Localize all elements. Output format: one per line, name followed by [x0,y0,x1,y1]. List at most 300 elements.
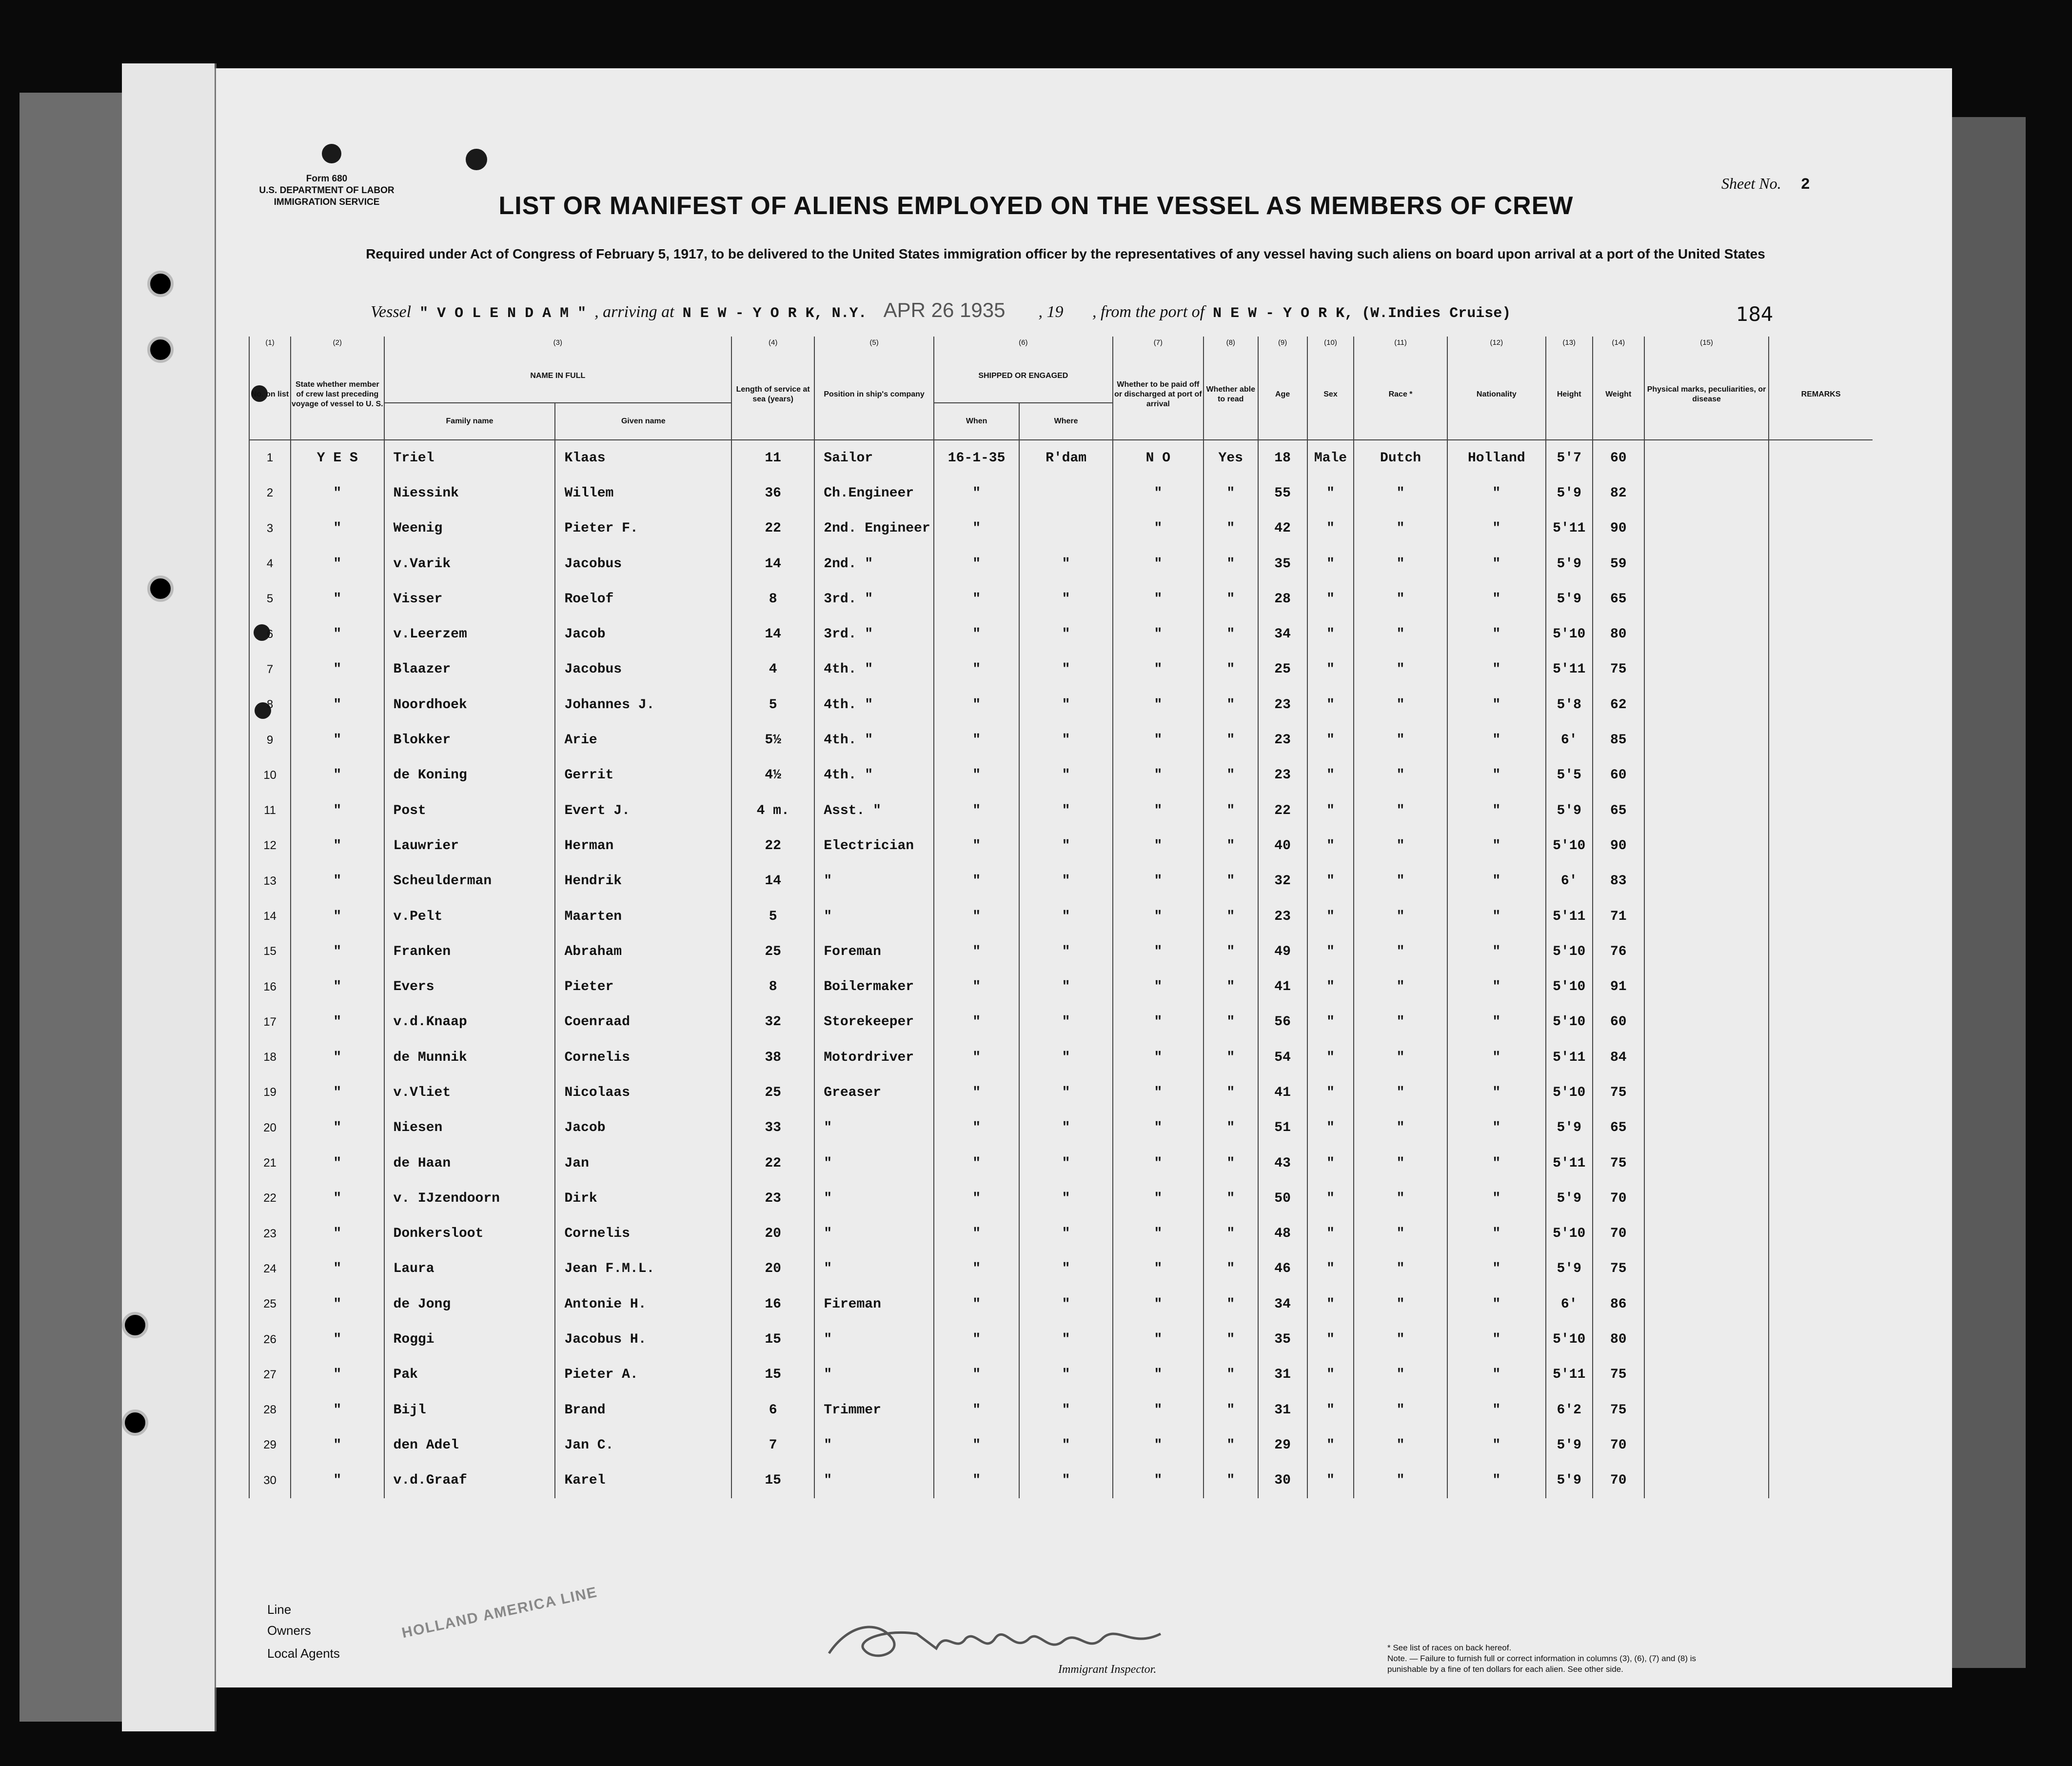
header-family-name: Family name [384,403,555,440]
cell-service-length: 6 [731,1392,814,1428]
cell-age: 54 [1258,1040,1307,1075]
cell-race: " [1354,934,1447,969]
cell-weight: 70 [1593,1216,1644,1251]
table-row [249,1463,1873,1498]
cell-height: 5'9 [1546,793,1593,828]
cell-given-name: Gerrit [555,758,731,793]
cell-physical-marks [1644,652,1769,687]
cell-physical-marks [1644,864,1769,899]
column-number: (9) [1258,337,1307,349]
cell-sex: " [1307,1181,1354,1216]
cell-race: " [1354,687,1447,722]
cell-shipped-when: " [934,616,1019,652]
table-row [249,722,1873,757]
cell-family-name: Weenig [384,511,555,546]
cell-age: 48 [1258,1216,1307,1251]
cell-weight: 70 [1593,1181,1644,1216]
cell-height: 6' [1546,1287,1593,1322]
cell-shipped-when: " [934,476,1019,511]
cell-height: 5'9 [1546,546,1593,581]
cell-race: " [1354,1040,1447,1075]
table-row [249,440,1873,476]
cell-member-status: " [291,1357,384,1392]
vessel-line [371,298,1511,322]
cell-service-length: 20 [731,1216,814,1251]
cell-member-status: " [291,1216,384,1251]
table-row [249,1216,1873,1251]
cell-shipped-when: " [934,1463,1019,1498]
cell-sex: " [1307,1428,1354,1463]
cell-physical-marks [1644,1463,1769,1498]
cell-remarks [1769,581,1873,616]
cell-paid-off: " [1113,1357,1204,1392]
cell-member-status: " [291,652,384,687]
crew-rows [249,440,1873,1498]
cell-physical-marks [1644,934,1769,969]
vessel-name: " V O L E N D A M " [419,305,587,322]
cell-physical-marks [1644,1428,1769,1463]
cell-service-length: 8 [731,581,814,616]
cell-race: " [1354,969,1447,1004]
cell-family-name: v.Pelt [384,899,555,934]
cell-sex: " [1307,1040,1354,1075]
cell-shipped-where: " [1019,1428,1112,1463]
cell-physical-marks [1644,969,1769,1004]
cell-service-length: 5 [731,899,814,934]
cell-given-name: Brand [555,1392,731,1428]
cell-race: " [1354,1075,1447,1110]
cell-member-status: " [291,1040,384,1075]
cell-remarks [1769,687,1873,722]
cell-sex: " [1307,828,1354,863]
cell-nationality: " [1447,1146,1546,1181]
cell-remarks [1769,1463,1873,1498]
cell-shipped-where: " [1019,1322,1112,1357]
header-no-on-list: No. on list [249,349,291,440]
cell-family-name: Laura [384,1251,555,1287]
cell-service-length: 7 [731,1428,814,1463]
cell-physical-marks [1644,722,1769,757]
cell-member-status: " [291,1181,384,1216]
table-row [249,758,1873,793]
cell-remarks [1769,969,1873,1004]
cell-race: " [1354,758,1447,793]
cell-paid-off: " [1113,1005,1204,1040]
table-row [249,546,1873,581]
cell-weight: 65 [1593,793,1644,828]
cell-race: " [1354,1216,1447,1251]
cell-shipped-where: " [1019,793,1112,828]
cell-service-length: 33 [731,1111,814,1146]
cell-given-name: Jacobus H. [555,1322,731,1357]
table-row [249,476,1873,511]
cell-position: 3rd. " [814,581,934,616]
table-row [249,581,1873,616]
table-row [249,1146,1873,1181]
cell-family-name: Franken [384,934,555,969]
cell-remarks [1769,793,1873,828]
cell-row-number: 22 [249,1181,291,1216]
cell-nationality: " [1447,1287,1546,1322]
cell-row-number: 25 [249,1287,291,1322]
table-row [249,616,1873,652]
cell-row-number: 17 [249,1005,291,1040]
cell-given-name: Klaas [555,440,731,476]
table-row [249,1075,1873,1110]
cell-paid-off: " [1113,546,1204,581]
cell-remarks [1769,1040,1873,1075]
cell-shipped-when: " [934,581,1019,616]
cell-weight: 84 [1593,1040,1644,1075]
header-position: Position in ship's company [814,349,934,440]
binder-paper-edge [122,63,217,1731]
cell-height: 5'10 [1546,1075,1593,1110]
table-row [249,864,1873,899]
cell-able-to-read: " [1204,1040,1258,1075]
cell-service-length: 22 [731,828,814,863]
cell-paid-off: " [1113,1040,1204,1075]
cell-shipped-where: " [1019,1287,1112,1322]
table-row [249,1111,1873,1146]
cell-shipped-where: " [1019,652,1112,687]
header-when: When [934,403,1019,440]
cell-family-name: v.d.Graaf [384,1463,555,1498]
cell-weight: 60 [1593,440,1644,476]
cell-height: 5'11 [1546,652,1593,687]
cell-remarks [1769,1111,1873,1146]
cell-family-name: v.Vliet [384,1075,555,1110]
cell-shipped-where [1019,511,1112,546]
cell-remarks [1769,616,1873,652]
cell-remarks [1769,864,1873,899]
cell-race: " [1354,511,1447,546]
year-label: , 19 [1038,303,1064,321]
cell-given-name: Jacobus [555,546,731,581]
cell-able-to-read: " [1204,546,1258,581]
column-number: (14) [1593,337,1644,349]
cell-given-name: Pieter A. [555,1357,731,1392]
cell-paid-off: " [1113,793,1204,828]
cell-physical-marks [1644,899,1769,934]
sheet-number-label: Sheet No. [1721,175,1781,192]
table-row [249,687,1873,722]
cell-family-name: Blokker [384,722,555,757]
cell-position: " [814,899,934,934]
cell-race: " [1354,722,1447,757]
column-header-row [249,349,1873,403]
arrival-port: N E W - Y O R K, N.Y. [682,305,867,322]
cell-able-to-read: " [1204,1075,1258,1110]
cell-race: " [1354,1463,1447,1498]
cell-age: 50 [1258,1181,1307,1216]
cell-weight: 71 [1593,899,1644,934]
cell-position: Trimmer [814,1392,934,1428]
cell-paid-off: " [1113,476,1204,511]
cell-age: 41 [1258,1075,1307,1110]
local-agents-label: Local Agents [267,1646,340,1661]
cell-service-length: 22 [731,511,814,546]
cell-able-to-read: " [1204,1463,1258,1498]
cell-age: 28 [1258,581,1307,616]
cell-family-name: Bijl [384,1392,555,1428]
header-length-service: Length of service at sea (years) [731,349,814,440]
cell-given-name: Maarten [555,899,731,934]
cell-member-status: " [291,1287,384,1322]
cell-race: " [1354,616,1447,652]
cell-physical-marks [1644,828,1769,863]
cell-shipped-when: " [934,1392,1019,1428]
cell-member-status: " [291,476,384,511]
cell-family-name: Scheulderman [384,864,555,899]
cell-sex: " [1307,1287,1354,1322]
table-row [249,1428,1873,1463]
cell-position: " [814,1322,934,1357]
header-able-read: Whether able to read [1204,349,1258,440]
cell-remarks [1769,1146,1873,1181]
table-row [249,934,1873,969]
cell-height: 5'10 [1546,1216,1593,1251]
cell-row-number: 14 [249,899,291,934]
cell-row-number: 27 [249,1357,291,1392]
cell-shipped-where: " [1019,1075,1112,1110]
cell-able-to-read: " [1204,1181,1258,1216]
cell-weight: 90 [1593,511,1644,546]
cell-service-length: 32 [731,1005,814,1040]
cell-family-name: den Adel [384,1428,555,1463]
cell-able-to-read: Yes [1204,440,1258,476]
cell-service-length: 25 [731,1075,814,1110]
cell-age: 49 [1258,934,1307,969]
cell-member-status: " [291,1111,384,1146]
cell-shipped-where: " [1019,969,1112,1004]
cell-physical-marks [1644,1322,1769,1357]
cell-weight: 86 [1593,1287,1644,1322]
cell-shipped-when: " [934,969,1019,1004]
cell-weight: 60 [1593,1005,1644,1040]
cell-paid-off: " [1113,1463,1204,1498]
cell-shipped-where: R'dam [1019,440,1112,476]
cell-nationality: " [1447,864,1546,899]
cell-weight: 90 [1593,828,1644,863]
cell-weight: 65 [1593,581,1644,616]
cell-sex: Male [1307,440,1354,476]
table-row [249,1357,1873,1392]
cell-position: " [814,1146,934,1181]
column-number: (8) [1204,337,1258,349]
table-row [249,828,1873,863]
cell-sex: " [1307,546,1354,581]
cell-given-name: Dirk [555,1181,731,1216]
cell-shipped-when: " [934,652,1019,687]
cell-race: " [1354,1392,1447,1428]
cell-paid-off: " [1113,722,1204,757]
cell-nationality: " [1447,546,1546,581]
cell-paid-off: " [1113,969,1204,1004]
cell-shipped-where: " [1019,1216,1112,1251]
cell-family-name: Triel [384,440,555,476]
cell-paid-off: " [1113,828,1204,863]
cell-member-status: " [291,1005,384,1040]
header-sex: Sex [1307,349,1354,440]
cell-shipped-where: " [1019,546,1112,581]
cell-member-status: " [291,1322,384,1357]
column-number: (13) [1546,337,1593,349]
cell-sex: " [1307,652,1354,687]
cell-sex: " [1307,581,1354,616]
cell-race: " [1354,1181,1447,1216]
cell-shipped-when: " [934,1181,1019,1216]
cell-member-status: " [291,581,384,616]
cell-shipped-when: " [934,899,1019,934]
cell-row-number: 29 [249,1428,291,1463]
cell-position: Asst. " [814,793,934,828]
cell-shipped-where: " [1019,1146,1112,1181]
cell-remarks [1769,758,1873,793]
cell-shipped-when: " [934,1005,1019,1040]
column-number: (3) [384,337,732,349]
cell-sex: " [1307,722,1354,757]
cell-physical-marks [1644,1005,1769,1040]
cell-age: 29 [1258,1428,1307,1463]
cell-sex: " [1307,793,1354,828]
cell-paid-off: " [1113,1181,1204,1216]
cell-position: 3rd. " [814,616,934,652]
cell-shipped-when: " [934,1357,1019,1392]
cell-position: Greaser [814,1075,934,1110]
cell-position: 2nd. " [814,546,934,581]
punch-hole [147,575,174,602]
cell-race: " [1354,1287,1447,1322]
binder-strip [20,93,135,1722]
cell-shipped-when: " [934,1287,1019,1322]
cell-shipped-when: " [934,934,1019,969]
cell-physical-marks [1644,758,1769,793]
cell-physical-marks [1644,476,1769,511]
cell-able-to-read: " [1204,793,1258,828]
company-stamp: HOLLAND AMERICA LINE [400,1584,599,1642]
cell-member-status: " [291,1463,384,1498]
cell-sex: " [1307,1146,1354,1181]
cell-remarks [1769,652,1873,687]
cell-shipped-when: " [934,722,1019,757]
cell-shipped-when: " [934,1040,1019,1075]
cell-race: " [1354,1322,1447,1357]
cell-shipped-where [1019,476,1112,511]
cell-able-to-read: " [1204,1216,1258,1251]
cell-shipped-where: " [1019,1357,1112,1392]
cell-nationality: " [1447,793,1546,828]
cell-height: 5'8 [1546,687,1593,722]
cell-nationality: " [1447,1005,1546,1040]
header-paid-off: Whether to be paid off or discharged at port of arrival [1113,349,1204,440]
cell-service-length: 5½ [731,722,814,757]
cell-race: " [1354,1146,1447,1181]
cell-sex: " [1307,476,1354,511]
cell-family-name: Niesen [384,1111,555,1146]
cell-given-name: Jacob [555,616,731,652]
column-number: (2) [291,337,384,349]
column-number: (11) [1354,337,1447,349]
cell-height: 5'10 [1546,934,1593,969]
arriving-label: , arriving at [594,303,674,321]
cell-remarks [1769,476,1873,511]
cell-position: " [814,1181,934,1216]
cell-nationality: " [1447,476,1546,511]
cell-row-number: 13 [249,864,291,899]
cell-given-name: Cornelis [555,1216,731,1251]
table-row [249,1181,1873,1216]
cell-position: 4th. " [814,758,934,793]
cell-height: 5'9 [1546,1463,1593,1498]
cell-row-number: 23 [249,1216,291,1251]
cell-family-name: de Haan [384,1146,555,1181]
cell-paid-off: " [1113,1287,1204,1322]
cell-member-status: " [291,934,384,969]
cell-age: 42 [1258,511,1307,546]
cell-service-length: 38 [731,1040,814,1075]
cell-able-to-read: " [1204,1146,1258,1181]
cell-age: 23 [1258,722,1307,757]
cell-weight: 75 [1593,1075,1644,1110]
cell-sex: " [1307,899,1354,934]
cell-weight: 75 [1593,1357,1644,1392]
vessel-label: Vessel [371,303,412,321]
cell-weight: 75 [1593,1251,1644,1287]
cell-sex: " [1307,511,1354,546]
cell-sex: " [1307,864,1354,899]
table-row [249,793,1873,828]
right-binder-strip [1946,117,2026,1668]
cell-weight: 76 [1593,934,1644,969]
cell-position: Storekeeper [814,1005,934,1040]
cell-able-to-read: " [1204,1251,1258,1287]
cell-weight: 60 [1593,758,1644,793]
cell-able-to-read: " [1204,511,1258,546]
service-name: IMMIGRATION SERVICE [274,197,380,207]
cell-shipped-where: " [1019,934,1112,969]
cell-service-length: 20 [731,1251,814,1287]
handwritten-number: 184 [1736,303,1774,326]
cell-shipped-where: " [1019,864,1112,899]
cell-shipped-where: " [1019,687,1112,722]
cell-weight: 75 [1593,1392,1644,1428]
table-row [249,1251,1873,1287]
cell-age: 34 [1258,616,1307,652]
inspector-signature [819,1614,1190,1668]
cell-row-number: 24 [249,1251,291,1287]
cell-position: Sailor [814,440,934,476]
cell-shipped-when: " [934,1428,1019,1463]
cell-race: " [1354,1005,1447,1040]
cell-physical-marks [1644,581,1769,616]
cell-family-name: v.d.Knaap [384,1005,555,1040]
cell-service-length: 4 [731,652,814,687]
cell-shipped-when: " [934,864,1019,899]
cell-height: 6' [1546,722,1593,757]
cell-nationality: " [1447,828,1546,863]
cell-shipped-when: " [934,1111,1019,1146]
cell-height: 5'11 [1546,899,1593,934]
cell-sex: " [1307,1216,1354,1251]
cell-physical-marks [1644,1251,1769,1287]
cell-height: 5'9 [1546,1428,1593,1463]
cell-given-name: Pieter [555,969,731,1004]
cell-row-number: 10 [249,758,291,793]
cell-age: 46 [1258,1251,1307,1287]
cell-remarks [1769,899,1873,934]
cell-position: 4th. " [814,687,934,722]
cell-able-to-read: " [1204,1005,1258,1040]
